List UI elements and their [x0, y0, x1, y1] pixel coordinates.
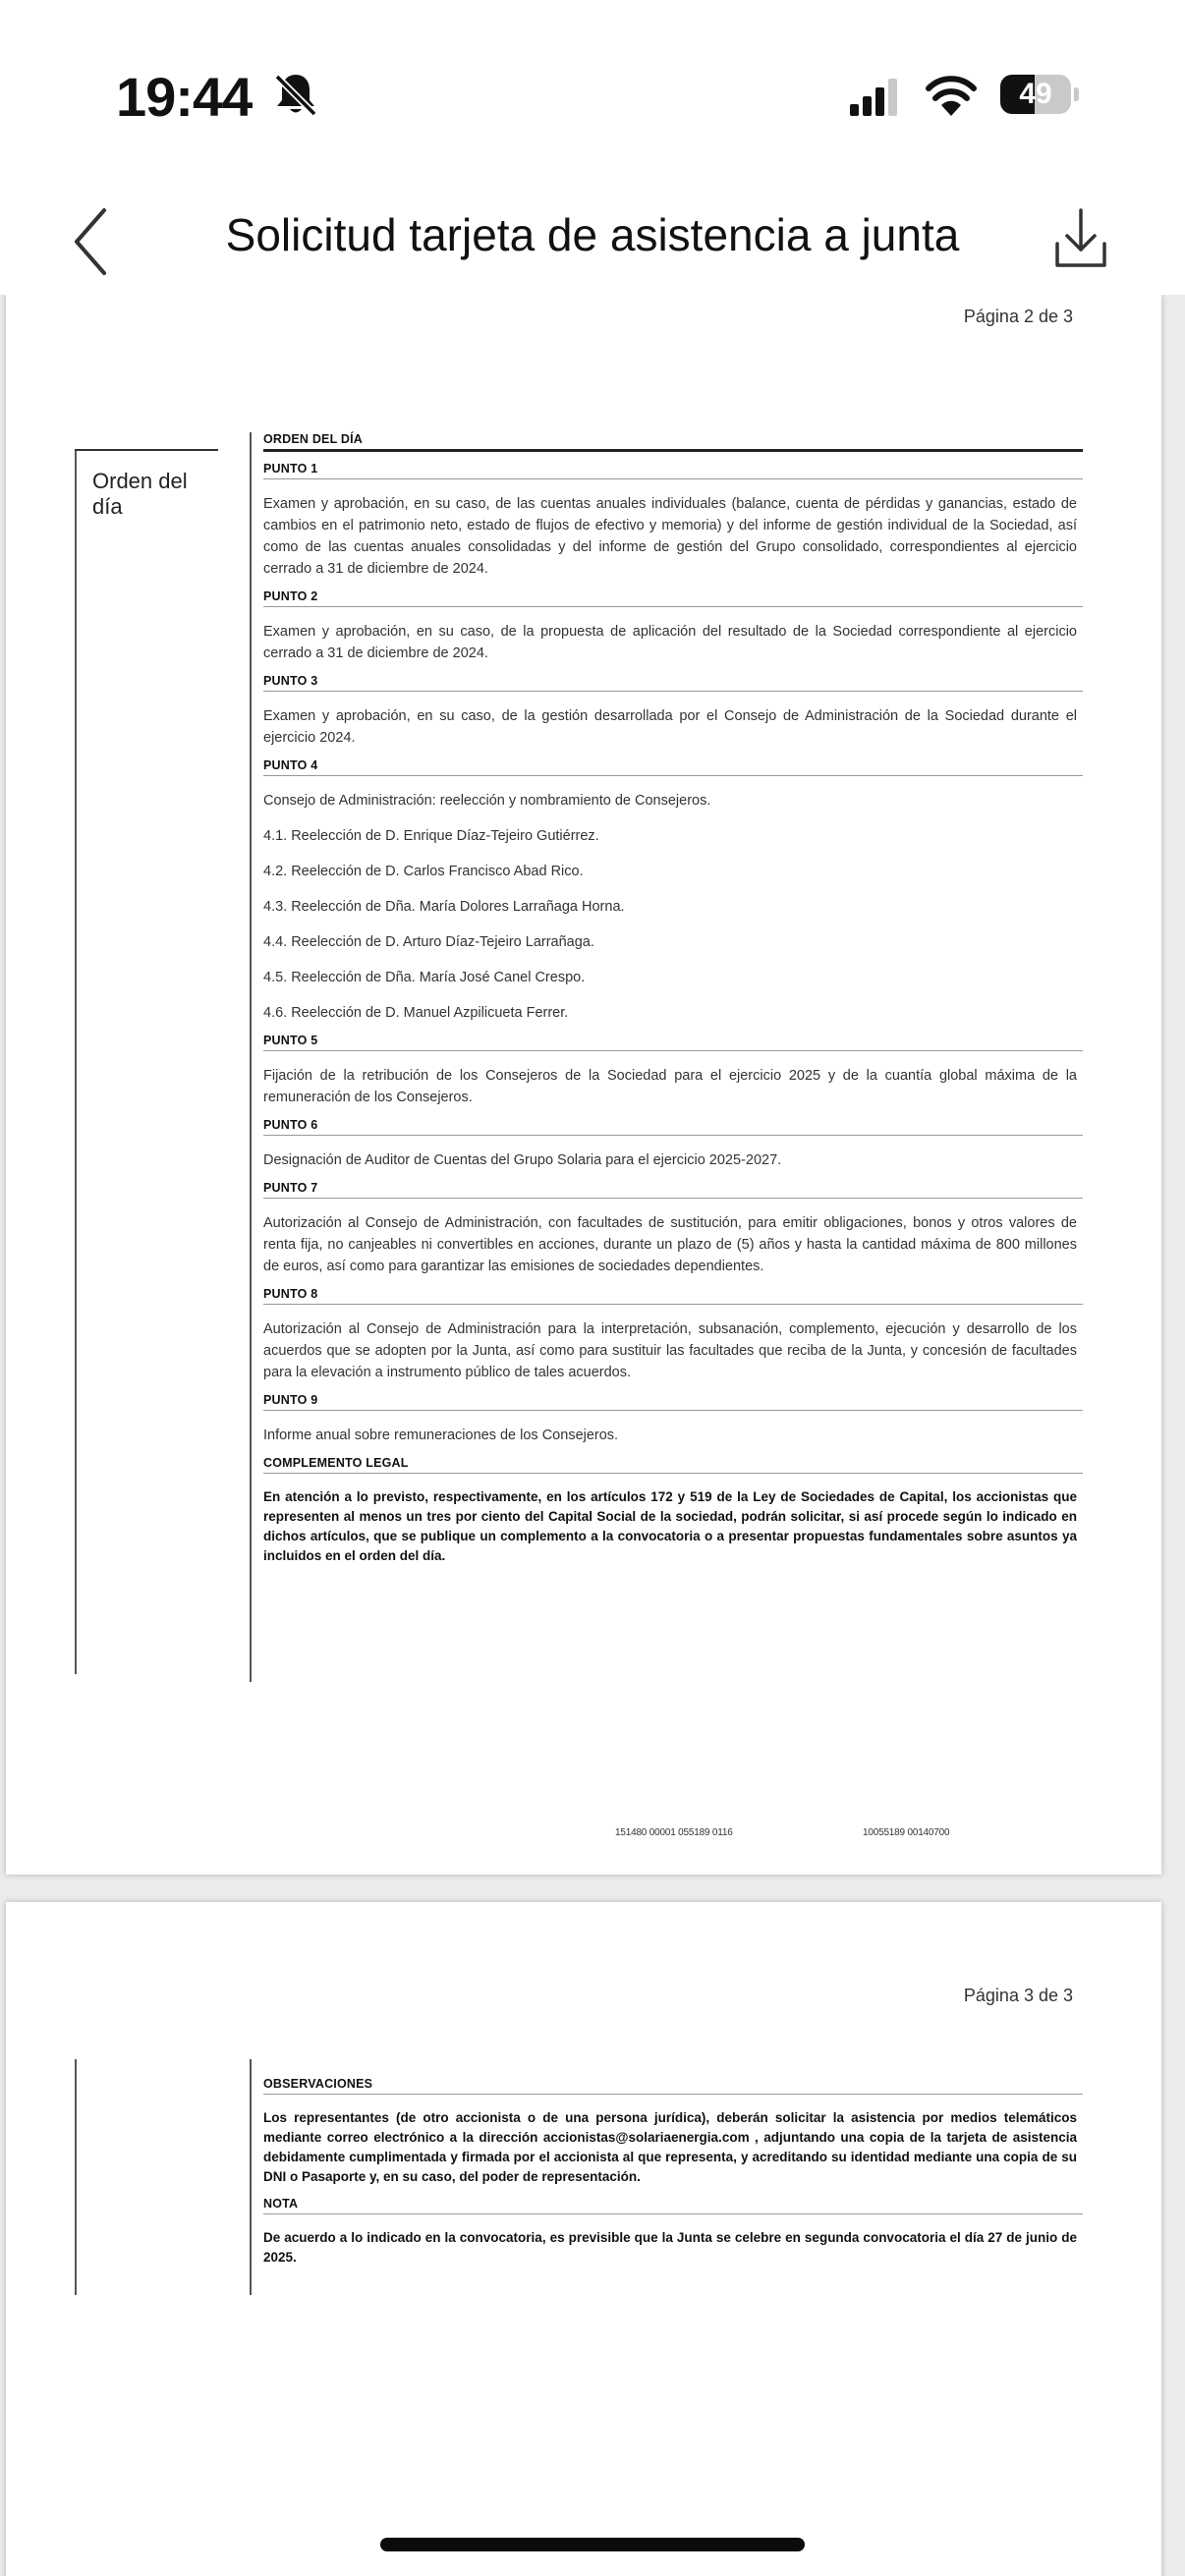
agenda-point-title: PUNTO 9 [263, 1393, 1083, 1411]
observations-body [250, 2059, 1083, 2295]
agenda-point-text: Consejo de Administración: reelección y nombramiento de Consejeros. [263, 793, 711, 809]
observations-heading: OBSERVACIONES [263, 2077, 1083, 2095]
agenda-point-text: Examen y aprobación, en su caso, de las cuentas anuales individuales (balance, cuenta de pérdidas y ganancias, estado de cambios en el patrimonio neto, estado de flujos de efectivo y memoria) y del informe de gestión individual de la Sociedad, así como de las cuentas anuales consolidadas y del informe de gestión del Grupo consolidado, correspondientes al ejercicio cerrado a 31 de diciembre de 2024. [263, 496, 1077, 577]
document-page-3 [6, 1902, 1161, 2576]
agenda-point-title: PUNTO 6 [263, 1118, 1083, 1136]
agenda-subitem: 4.3. Reelección de Dña. María Dolores Larrañaga Horna. [263, 899, 625, 915]
agenda-point-text: Informe anual sobre remuneraciones de los Consejeros. [263, 1428, 619, 1443]
agenda-point-title: PUNTO 7 [263, 1181, 1083, 1199]
note-text: De acuerdo a lo indicado en la convocatoria, es previsible que la Junta se celebre en segunda convocatoria el día 27 de junio de 2025. [263, 2230, 1077, 2265]
side-column [75, 449, 218, 1674]
bell-slash-icon [273, 71, 318, 118]
document-code-left: 151480 00001 055189 0116 [615, 1827, 733, 1838]
page-number: Página 2 de 3 [963, 307, 1073, 326]
status-bar [0, 0, 1185, 187]
agenda-subitem: 4.1. Reelección de D. Enrique Díaz-Tejeiro Gutiérrez. [263, 828, 599, 844]
agenda-point-text: Autorización al Consejo de Administración, con facultades de sustitución, para emitir obligaciones, bonos y otros valores de renta fija, no canjeables ni convertibles en acciones, durante un plazo de (5) años y hasta la cantidad máxima de 800 millones de euros, así como para garantizar las emisiones de sociedades dependientes. [263, 1215, 1077, 1274]
note-heading: NOTA [263, 2197, 1083, 2214]
agenda-points [263, 462, 1083, 1446]
agenda-point-title: PUNTO 4 [263, 758, 1083, 776]
wifi-icon [926, 75, 977, 118]
cellular-signal-icon [850, 79, 897, 118]
agenda-subitem: 4.2. Reelección de D. Carlos Francisco Abad Rico. [263, 864, 584, 879]
side-column [75, 2059, 218, 2295]
navigation-bar [0, 187, 1185, 295]
agenda-subitem: 4.5. Reelección de Dña. María José Canel Crespo. [263, 970, 586, 985]
agenda-subitem: 4.4. Reelección de D. Arturo Díaz-Tejeiro Larrañaga. [263, 934, 594, 950]
agenda-body [250, 432, 1083, 1682]
home-indicator[interactable] [380, 2538, 805, 2551]
agenda-point-title: PUNTO 2 [263, 589, 1083, 607]
chevron-left-icon[interactable] [69, 202, 118, 281]
agenda-point-text: Autorización al Consejo de Administración para la interpretación, subsanación, complemento, ejecución y desarrollo de los acuerdos que se adopten por la Junta, así como para sustituir las facultades que reciba de la Junta, y concesión de facultades para la elevación a instrumento público de tales acuerdos. [263, 1321, 1077, 1380]
side-label: Orden del día [92, 469, 188, 519]
legal-text: En atención a lo previsto, respectivamente, en los artículos 172 y 519 de la Ley de Sociedades de Capital, los accionistas que representen al menos un tres por ciento del Capital Social de la sociedad, podrán solicitar, si así procede según lo indicado en dichos artículos, que se publique un complemento a la convocatoria o a presentar propuestas fundamentales sobre asuntos ya incluidos en el orden del día. [263, 1489, 1077, 1563]
page-number: Página 3 de 3 [963, 1986, 1073, 2005]
document-page-2 [6, 295, 1161, 1875]
agenda-point-title: PUNTO 8 [263, 1287, 1083, 1305]
clock-time: 19:44 [116, 66, 253, 128]
agenda-heading: ORDEN DEL DÍA [263, 432, 1083, 452]
legal-heading: COMPLEMENTO LEGAL [263, 1456, 1083, 1474]
download-icon[interactable] [1051, 204, 1110, 273]
agenda-subitem: 4.6. Reelección de D. Manuel Azpilicueta Ferrer. [263, 1005, 569, 1021]
agenda-point-text: Designación de Auditor de Cuentas del Grupo Solaria para el ejercicio 2025-2027. [263, 1152, 782, 1168]
agenda-point-text: Examen y aprobación, en su caso, de la gestión desarrollada por el Consejo de Administración de la Sociedad durante el ejercicio 2024. [263, 708, 1077, 746]
agenda-point-title: PUNTO 3 [263, 674, 1083, 692]
document-viewer[interactable] [0, 295, 1185, 2576]
document-code-right: 10055189 00140700 [863, 1827, 950, 1838]
agenda-point-text: Fijación de la retribución de los Consejeros de la Sociedad para el ejercicio 2025 y de la cuantía global máxima de la remuneración de los Consejeros. [263, 1068, 1077, 1105]
battery-icon [1000, 75, 1079, 114]
observations-text: Los representantes (de otro accionista o de una persona jurídica), deberán solicitar la asistencia por medios telemáticos mediante correo electrónico a la dirección accionistas@solariaenergia.com , adjuntando una copia de la tarjeta de asistencia debidamente cumplimentada y firmada por el accionista al que representa, y acreditando su identidad mediante una copia de su DNI o Pasaporte y, en su caso, del poder de representación. [263, 2110, 1077, 2184]
agenda-point-title: PUNTO 1 [263, 462, 1083, 479]
page-title: Solicitud tarjeta de asistencia a junta [225, 209, 960, 260]
agenda-point-title: PUNTO 5 [263, 1034, 1083, 1051]
battery-percent: 49 [1019, 78, 1052, 110]
agenda-point-text: Examen y aprobación, en su caso, de la propuesta de aplicación del resultado de la Sociedad correspondiente al ejercicio cerrado a 31 de diciembre de 2024. [263, 624, 1077, 661]
